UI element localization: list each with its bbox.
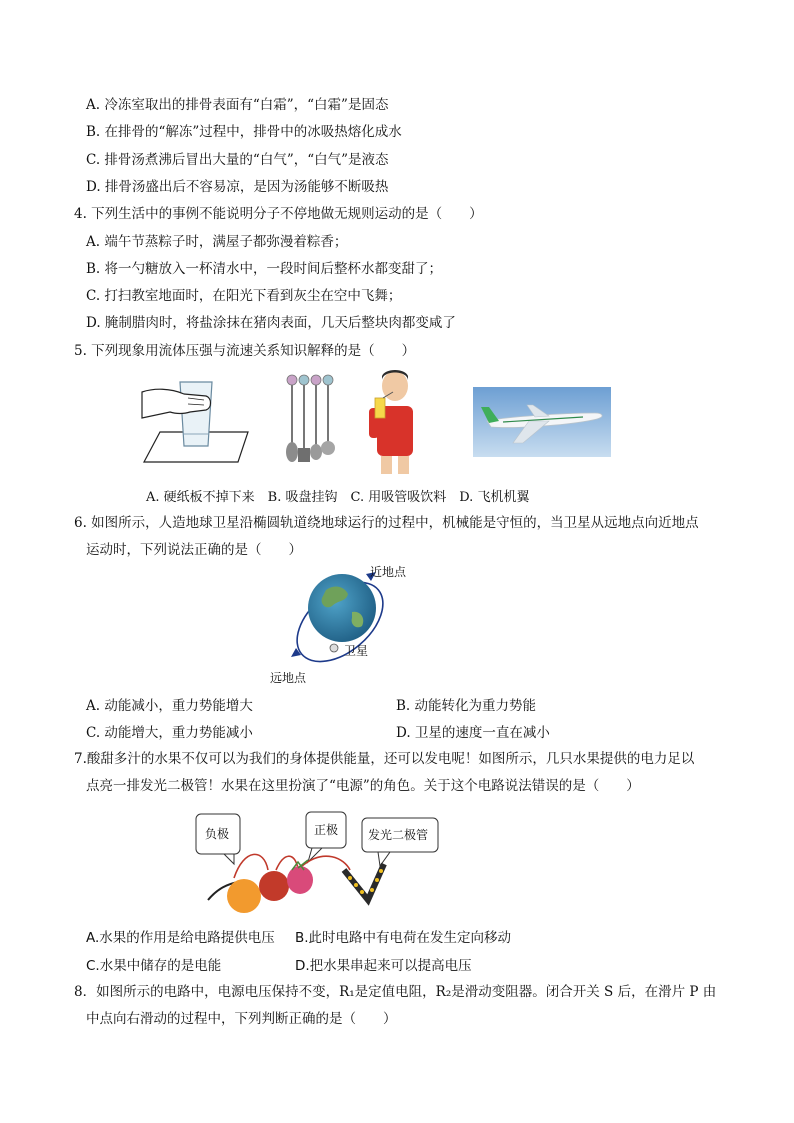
q3-option-a: A. 冷冻室取出的排骨表面有“白霜”，“白霜”是固态 [86, 97, 389, 113]
airplane-wing-figure [473, 387, 611, 457]
q6-stem-line2: 运动时，下列说法正确的是（ ） [86, 542, 302, 558]
q8-stem-line2: 中点向右滑动的过程中，下列判断正确的是（ ） [86, 1011, 397, 1027]
boy-straw-figure [365, 368, 423, 474]
fruit-battery-figure [194, 808, 454, 918]
q4-option-c: C. 打扫教室地面时，在阳光下看到灰尘在空中飞舞； [86, 288, 402, 304]
negative-pole-label: 负极 [205, 827, 230, 841]
led-label: 发光二极管 [368, 828, 429, 842]
q7-option-c: C.水果中储存的是电能 [86, 958, 222, 974]
q6-option-d: D. 卫星的速度一直在减小 [396, 725, 550, 741]
glass-cardboard-figure [140, 374, 252, 466]
q4-stem: 4. 下列生活中的事例不能说明分子不停地做无规则运动的是（ ） [74, 206, 483, 222]
q3-option-d: D. 排骨汤盛出后不容易凉，是因为汤能够不断吸热 [86, 179, 389, 195]
q5-stem: 5. 下列现象用流体压强与流速关系知识解释的是（ ） [74, 343, 416, 359]
q7-option-d: D.把水果串起来可以提高电压 [295, 958, 472, 974]
q4-option-b: B. 将一勺糖放入一杯清水中，一段时间后整杯水都变甜了； [86, 261, 443, 277]
q7-option-a: A.水果的作用是给电路提供电压 [86, 930, 275, 946]
positive-pole-label: 正极 [314, 823, 339, 837]
satellite-orbit-figure [268, 560, 408, 688]
q5-captions: A. 硬纸板不掉下来 B. 吸盘挂钩 C. 用吸管吸饮料 D. 飞机机翼 [146, 490, 530, 505]
q7-option-b: B.此时电路中有电荷在发生定向移动 [295, 930, 512, 946]
q8-stem-line1: 8．如图所示的电路中，电源电压保持不变，R₁是定值电阻，R₂是滑动变阻器。闭合开关 S 后，在滑片 P 由 [74, 984, 717, 1000]
satellite-label: 卫星 [344, 644, 369, 658]
q3-option-c: C. 排骨汤煮沸后冒出大量的“白气”，“白气”是液态 [86, 152, 389, 168]
q4-option-d: D. 腌制腊肉时，将盐涂抹在猪肉表面，几天后整块肉都变咸了 [86, 315, 456, 331]
q7-stem-line2: 点亮一排发光二极管！水果在这里扮演了“电源”的角色。关于这个电路说法错误的是（ ） [86, 778, 640, 794]
q6-option-a: A. 动能减小，重力势能增大 [86, 698, 253, 714]
q6-stem-line1: 6. 如图所示，人造地球卫星沿椭圆轨道绕地球运行的过程中，机械能是守恒的，当卫星从远地点向近地点 [74, 515, 699, 531]
q3-option-b: B. 在排骨的“解冻”过程中，排骨中的冰吸热熔化成水 [86, 124, 402, 140]
q4-option-a: A. 端午节蒸粽子时，满屋子都弥漫着粽香； [86, 234, 348, 250]
suction-hook-figure [282, 372, 342, 466]
q6-option-b: B. 动能转化为重力势能 [396, 698, 537, 714]
apogee-label: 远地点 [270, 671, 307, 685]
q6-option-c: C. 动能增大，重力势能减小 [86, 725, 253, 741]
q7-stem-line1: 7.酸甜多汁的水果不仅可以为我们的身体提供能量，还可以发电呢！如图所示，几只水果提供的电力足以 [74, 751, 695, 767]
perigee-label: 近地点 [370, 565, 407, 579]
